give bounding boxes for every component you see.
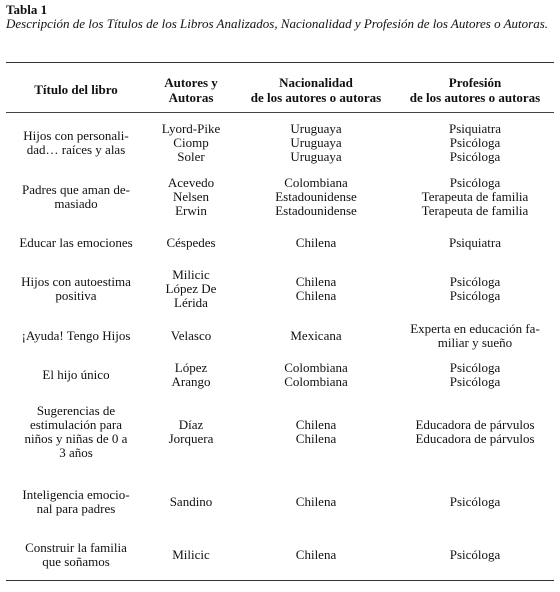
header-profession-line: de los autores o autoras [409, 90, 541, 105]
nationality-line: Uruguaya [290, 149, 342, 164]
header-authors-line: Autoras [168, 90, 214, 105]
profession-line: Psiquiatra [449, 121, 501, 136]
row-1-title [6, 129, 146, 157]
row-6-nationality [236, 361, 396, 389]
profession-line: Psicóloga [449, 288, 501, 303]
row-8-profession [396, 495, 554, 509]
header-profession [396, 75, 554, 105]
title-line: positiva [55, 288, 97, 303]
profession-line: Psicóloga [449, 547, 501, 562]
author-line: López De [165, 281, 217, 296]
header-rule [6, 112, 554, 113]
profession-line: Educadora de párvulos [415, 431, 535, 446]
header-profession-line: Profesión [448, 75, 502, 90]
nationality-line: Chilena [295, 547, 337, 562]
title-line: Hijos con personali- [23, 128, 129, 143]
nationality-line: Chilena [295, 288, 337, 303]
author-line: Lyord-Pike [161, 121, 221, 136]
row-3-nationality [236, 236, 396, 250]
profession-line: Educadora de párvulos [415, 417, 535, 432]
nationality-line: Chilena [295, 431, 337, 446]
row-8-authors [146, 495, 236, 509]
author-line: Milicic [172, 547, 210, 562]
row-3-profession [396, 236, 554, 250]
row-2-nationality [236, 176, 396, 218]
row-8-nationality [236, 495, 396, 509]
nationality-line: Colombiana [284, 374, 348, 389]
nationality-line: Chilena [295, 274, 337, 289]
title-line: Educar las emociones [19, 235, 133, 250]
title-line: ¡Ayuda! Tengo Hijos [21, 328, 131, 343]
profession-line: Psicóloga [449, 135, 501, 150]
author-line: López [174, 360, 208, 375]
title-line: nal para padres [36, 501, 116, 516]
row-5-profession [396, 322, 554, 350]
profession-line: Psicóloga [449, 374, 501, 389]
title-line: niños y niñas de 0 a [24, 431, 128, 446]
author-line: Sandino [169, 494, 213, 509]
profession-line: Psicóloga [449, 149, 501, 164]
profession-line: Terapeuta de familia [421, 189, 529, 204]
nationality-line: Uruguaya [290, 135, 342, 150]
author-line: Ciomp [173, 135, 209, 150]
row-7-authors [146, 418, 236, 446]
profession-line: Psicóloga [449, 274, 501, 289]
header-nationality-line: de los autores o autoras [250, 90, 382, 105]
title-line: estimulación para [29, 417, 123, 432]
row-9-title [6, 541, 146, 569]
author-line: Milicic [172, 267, 210, 282]
bottom-rule [6, 580, 554, 581]
row-4-profession [396, 275, 554, 303]
title-line: dad… raíces y alas [26, 142, 126, 157]
author-line: Lérida [174, 295, 208, 310]
header-authors [146, 75, 236, 105]
title-line: que soñamos [42, 554, 110, 569]
row-1-profession [396, 122, 554, 164]
author-line: Acevedo [167, 175, 215, 190]
profession-line: Psiquiatra [449, 235, 501, 250]
title-line: Sugerencias de [36, 403, 116, 418]
header-nationality-line: Nacionalidad [279, 75, 353, 90]
row-6-profession [396, 361, 554, 389]
table-caption: Descripción de los Títulos de los Libros Analizados, Nacionalidad y Profesión de los Autores o Autoras. [6, 16, 549, 31]
row-2-profession [396, 176, 554, 218]
row-7-profession [396, 418, 554, 446]
row-4-nationality [236, 275, 396, 303]
nationality-line: Estadounidense [275, 189, 357, 204]
row-4-authors [146, 268, 236, 310]
row-3-authors [146, 236, 236, 250]
row-1-nationality [236, 122, 396, 164]
profession-line: Psicóloga [449, 175, 501, 190]
title-line: 3 años [59, 445, 93, 460]
row-6-authors [146, 361, 236, 389]
header-nationality [236, 75, 396, 105]
author-line: Velasco [170, 328, 212, 343]
nationality-line: Colombiana [284, 175, 348, 190]
row-7-nationality [236, 418, 396, 446]
top-rule [6, 62, 554, 63]
author-line: Nelsen [172, 189, 210, 204]
row-7-title [6, 404, 146, 460]
nationality-line: Chilena [295, 417, 337, 432]
author-line: Arango [171, 374, 211, 389]
author-line: Soler [177, 149, 205, 164]
author-line: Jorquera [168, 431, 214, 446]
author-line: Díaz [178, 417, 204, 432]
title-line: Hijos con autoestima [21, 274, 131, 289]
profession-line: Terapeuta de familia [421, 203, 529, 218]
row-8-title [6, 488, 146, 516]
author-line: Céspedes [166, 235, 216, 250]
row-9-nationality [236, 548, 396, 562]
profession-line: miliar y sueño [437, 335, 513, 350]
header-authors-line: Autores y [164, 75, 218, 90]
row-9-authors [146, 548, 236, 562]
title-line: Padres que aman de- [22, 182, 130, 197]
row-2-authors [146, 176, 236, 218]
profession-line: Experta en educación fa- [410, 321, 540, 336]
header-title: Título del libro [34, 82, 118, 97]
author-line: Erwin [175, 203, 207, 218]
nationality-line: Chilena [295, 494, 337, 509]
title-line: masiado [54, 196, 98, 211]
row-5-nationality [236, 329, 396, 343]
nationality-line: Mexicana [290, 328, 342, 343]
row-5-authors [146, 329, 236, 343]
nationality-line: Chilena [295, 235, 337, 250]
profession-line: Psicóloga [449, 494, 501, 509]
table-label: Tabla 1 [6, 2, 48, 17]
nationality-line: Colombiana [284, 360, 348, 375]
title-line: El hijo único [42, 367, 110, 382]
row-3-title [6, 236, 146, 250]
profession-line: Psicóloga [449, 360, 501, 375]
title-line: Inteligencia emocio- [22, 487, 130, 502]
row-4-title [6, 275, 146, 303]
nationality-line: Uruguaya [290, 121, 342, 136]
row-1-authors [146, 122, 236, 164]
row-5-title [6, 329, 146, 343]
row-9-profession [396, 548, 554, 562]
nationality-line: Estadounidense [275, 203, 357, 218]
row-2-title [6, 183, 146, 211]
title-line: Construir la familia [25, 540, 127, 555]
row-6-title [6, 368, 146, 382]
